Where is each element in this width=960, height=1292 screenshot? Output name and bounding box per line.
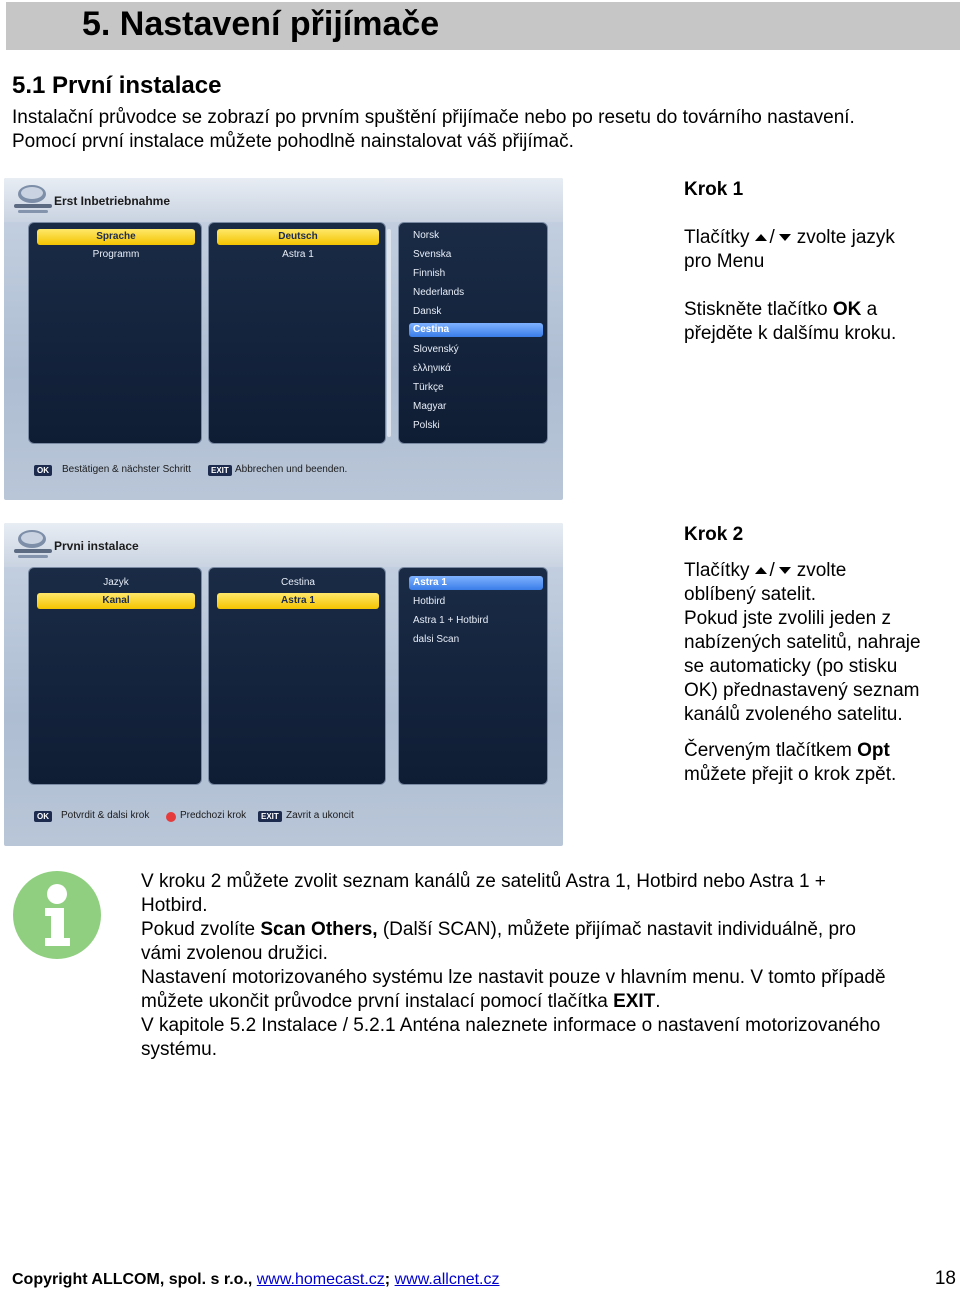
menu-item-channel[interactable]: Kanal <box>37 593 195 609</box>
menu-item-program[interactable]: Programm <box>92 249 140 260</box>
page-footer <box>12 1270 500 1290</box>
value-program[interactable]: Astra 1 <box>282 249 314 260</box>
step-text-part: Červeným tlačítkem <box>684 740 858 761</box>
step-text-part: a <box>861 299 878 320</box>
receiver-screenshot-2 <box>4 523 563 846</box>
ok-hint: Potvrdit & dalsi krok <box>61 810 150 821</box>
list-item[interactable]: Türkçe <box>413 382 444 393</box>
arrow-down-icon <box>779 234 791 241</box>
menu-panel-left <box>28 567 202 785</box>
list-item[interactable]: Slovenský <box>413 344 459 355</box>
info-line <box>141 990 956 1014</box>
chapter-title: 5. Nastavení přijímače <box>82 5 440 43</box>
list-item[interactable]: Polski <box>413 420 440 431</box>
step-text: můžete přejit o krok zpět. <box>684 764 897 785</box>
step-text-part: Tlačítky <box>684 560 750 581</box>
step-text-bold: OK <box>832 299 862 320</box>
list-item[interactable]: Svenska <box>413 249 452 260</box>
exit-hint: Abbrechen und beenden. <box>235 464 348 475</box>
step-text <box>684 559 954 583</box>
step-text-part: Tlačítky <box>684 227 750 248</box>
allcnet-link[interactable]: www.allcnet.cz <box>394 1271 500 1288</box>
list-item[interactable]: Finnish <box>413 268 446 279</box>
ok-hint: Bestätigen & nächster Schritt <box>62 464 191 475</box>
info-icon <box>12 870 102 960</box>
intro-line: Instalační průvodce se zobrazí po prvním spuštění přijímače nebo po resetu do továrního nastavení. <box>12 107 855 128</box>
menu-item-language[interactable]: Jazyk <box>103 577 129 588</box>
step-text: oblíbený satelit. <box>684 584 817 605</box>
step-text-part: zvolte <box>796 560 847 581</box>
step-text-part: zvolte jazyk <box>796 227 895 248</box>
value-language[interactable]: Deutsch <box>217 229 379 245</box>
language-list-panel <box>398 222 548 444</box>
exit-hint: Zavrit a ukoncit <box>286 810 354 821</box>
menu-item-language[interactable]: Sprache <box>37 229 195 245</box>
list-item[interactable]: Magyar <box>413 401 447 412</box>
step-text-part: Stiskněte tlačítko <box>684 299 833 320</box>
info-text-part: (Další SCAN), můžete přijímač nastavit individuálně, pro <box>377 919 856 940</box>
list-item[interactable]: Dansk <box>413 306 442 317</box>
info-text-part: můžete ukončit průvodce první instalací pomocí tlačítka <box>141 991 614 1012</box>
menu-panel-left <box>28 222 202 444</box>
arrow-down-icon <box>779 567 791 574</box>
tv-title: Prvni instalace <box>54 539 139 553</box>
info-line: vámi zvolenou družici. <box>141 943 328 964</box>
satellite-logo-icon <box>10 180 56 220</box>
step-text: se automaticky (po stisku <box>684 656 898 677</box>
list-item[interactable]: Norsk <box>413 230 440 241</box>
step-text: kanálů zvoleného satelitu. <box>684 704 903 725</box>
step-text: Pokud jste zvolili jeden z <box>684 608 891 629</box>
intro-line: Pomocí první instalace můžete pohodlně nainstalovat váš přijímač. <box>12 131 574 152</box>
menu-panel-middle <box>208 567 386 785</box>
step-text: OK) přednastavený seznam <box>684 680 920 701</box>
step-text <box>684 226 954 250</box>
step-text: přejděte k dalšímu kroku. <box>684 323 897 344</box>
info-line <box>141 918 956 942</box>
menu-panel-middle <box>208 222 386 444</box>
scrollbar[interactable] <box>387 229 391 437</box>
info-text-part: Pokud zvolíte <box>141 919 261 940</box>
info-line: Nastavení motorizovaného systému lze nastavit pouze v hlavním menu. V tomto případě <box>141 967 886 988</box>
info-line: V kroku 2 můžete zvolit seznam kanálů ze satelitů Astra 1, Hotbird nebo Astra 1 + <box>141 871 826 892</box>
step-text-bold: Opt <box>857 740 890 761</box>
list-item-selected[interactable]: Cestina <box>409 323 543 337</box>
section-title: 5.1 První instalace <box>12 72 222 99</box>
satellite-list-panel <box>398 567 548 785</box>
copyright-text: Copyright ALLCOM, spol. s r.o., <box>12 1271 257 1288</box>
satellite-logo-icon <box>10 525 56 565</box>
info-line: V kapitole 5.2 Instalace / 5.2.1 Anténa naleznete informace o nastavení motorizovaného <box>141 1015 881 1036</box>
list-item-selected[interactable]: Astra 1 <box>409 576 543 590</box>
list-item[interactable]: ελληνικά <box>413 363 451 374</box>
step-text <box>684 739 954 763</box>
list-item[interactable]: Astra 1 + Hotbird <box>413 615 489 626</box>
step-heading: Krok 2 <box>684 524 744 545</box>
ok-key: OK <box>34 465 52 476</box>
step-text <box>684 298 954 322</box>
receiver-screenshot-1 <box>4 178 563 500</box>
homecast-link[interactable]: www.homecast.cz <box>256 1271 385 1288</box>
info-text-bold: EXIT <box>613 991 656 1012</box>
info-text <box>141 870 956 1062</box>
list-item[interactable]: Hotbird <box>413 596 446 607</box>
info-line: systému. <box>141 1039 218 1060</box>
footer-separator: ; <box>384 1271 391 1288</box>
step-heading: Krok 1 <box>684 179 744 200</box>
step-1-description <box>684 178 954 346</box>
step-text-part: / <box>769 227 775 248</box>
tv-footer-hints <box>4 444 563 500</box>
arrow-up-icon <box>755 234 767 241</box>
tv-title: Erst Inbetriebnahme <box>54 194 171 208</box>
value-channel[interactable]: Astra 1 <box>217 593 379 609</box>
step-text: pro Menu <box>684 251 765 272</box>
ok-key: OK <box>34 811 52 822</box>
exit-key: EXIT <box>208 465 232 476</box>
exit-key: EXIT <box>258 811 282 822</box>
list-item[interactable]: Nederlands <box>413 287 465 298</box>
info-text-bold: Scan Others, <box>260 919 378 940</box>
value-language[interactable]: Cestina <box>281 577 315 588</box>
page-number: 18 <box>934 1268 956 1289</box>
step-2-description <box>684 523 954 787</box>
info-text-part: . <box>655 991 661 1012</box>
arrow-up-icon <box>755 567 767 574</box>
red-hint: Predchozi krok <box>180 810 247 821</box>
red-button-icon <box>166 812 176 822</box>
list-item[interactable]: dalsi Scan <box>413 634 460 645</box>
tv-footer-hints <box>4 789 563 845</box>
info-line: Hotbird. <box>141 895 208 916</box>
intro-text <box>12 106 952 154</box>
step-text: nabízených satelitů, nahraje <box>684 632 921 653</box>
step-text-part: / <box>769 560 775 581</box>
